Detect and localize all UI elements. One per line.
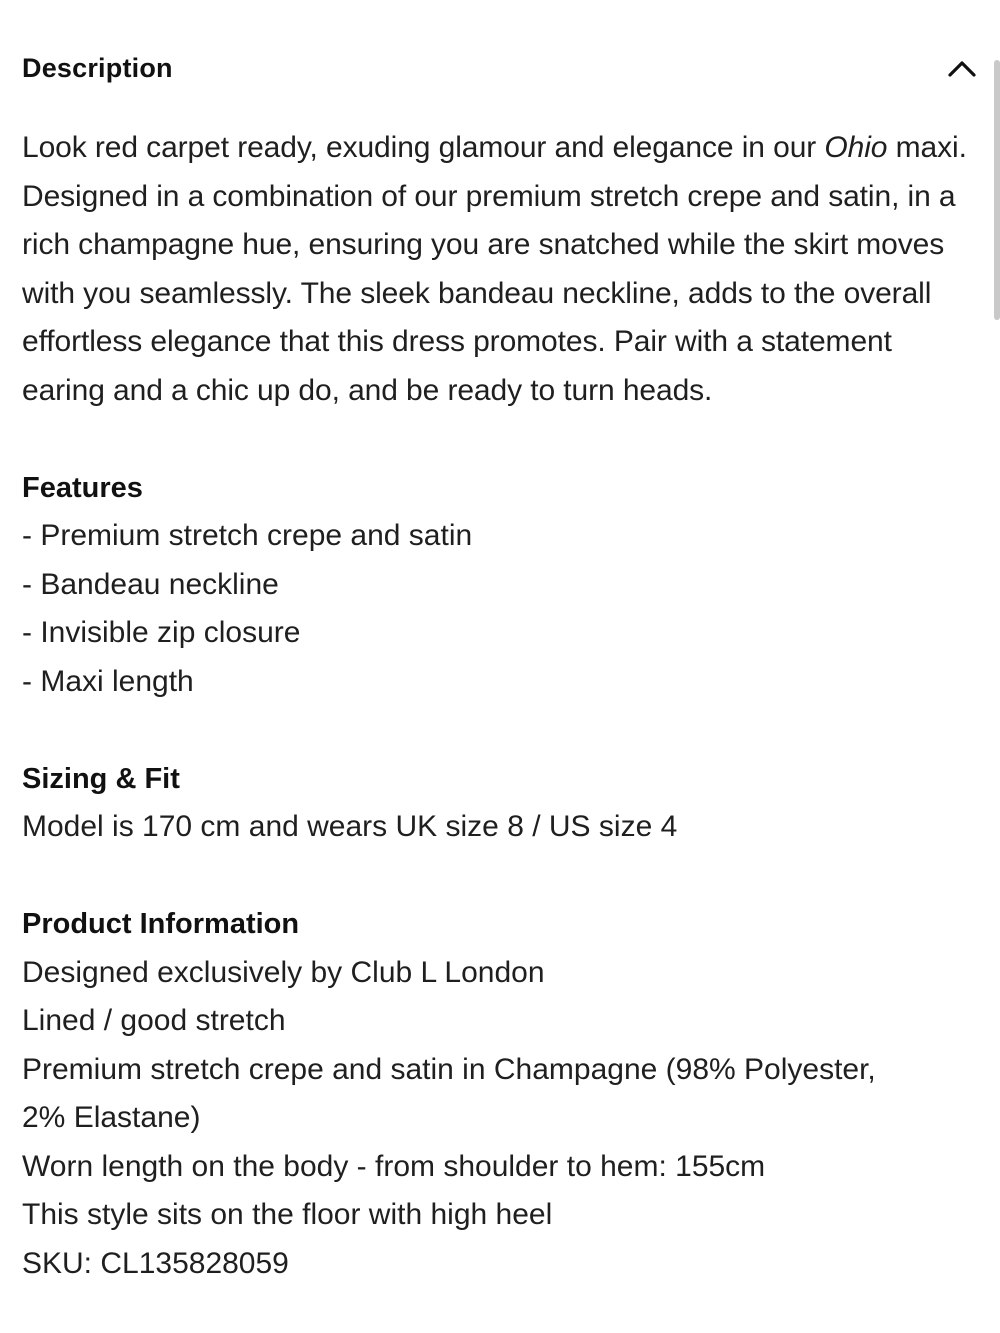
description-paragraph xyxy=(22,124,982,415)
feature-item: - Bandeau neckline xyxy=(22,567,279,601)
product-name-italic: Ohio xyxy=(824,131,888,164)
product-info-line: Designed exclusively by Club L London xyxy=(22,955,545,989)
product-info-line: Lined / good stretch xyxy=(22,1004,286,1037)
description-content xyxy=(22,124,982,1288)
chevron-up-icon[interactable] xyxy=(946,52,978,84)
accordion-title: Description xyxy=(22,52,173,83)
description-text-rest: maxi. Designed in a combination of our premium stretch crepe and satin, in a rich champagne hue, ensuring you are snatched while the skirt moves with you seamlessly. The sleek bandeau neckline, adds to the overall effortless elegance that this dress promotes. Pair with a statement earing and a chic up do, and be ready to turn heads. xyxy=(22,131,967,407)
scrollbar[interactable] xyxy=(994,60,1000,320)
product-info-line: This style sits on the floor with high heel xyxy=(22,1198,553,1231)
product-info-heading: Product Information xyxy=(22,908,300,940)
description-text-start: Look red carpet ready, exuding glamour and elegance in our xyxy=(22,131,825,164)
product-info-line: Worn length on the body - from shoulder to hem: 155cm xyxy=(22,1149,766,1183)
feature-item: - Maxi length xyxy=(22,664,194,698)
feature-item: - Invisible zip closure xyxy=(22,616,301,649)
sku-line: SKU: CL135828059 xyxy=(22,1246,289,1280)
sizing-heading: Sizing & Fit xyxy=(22,762,180,795)
features-heading: Features xyxy=(22,471,143,504)
sizing-text: Model is 170 cm and wears UK size 8 / US size 4 xyxy=(22,810,678,843)
product-info-line: Premium stretch crepe and satin in Champagne (98% Polyester, 2% Elastane) xyxy=(22,1052,876,1134)
feature-item: - Premium stretch crepe and satin xyxy=(22,519,473,552)
description-accordion-header[interactable] xyxy=(22,40,978,96)
